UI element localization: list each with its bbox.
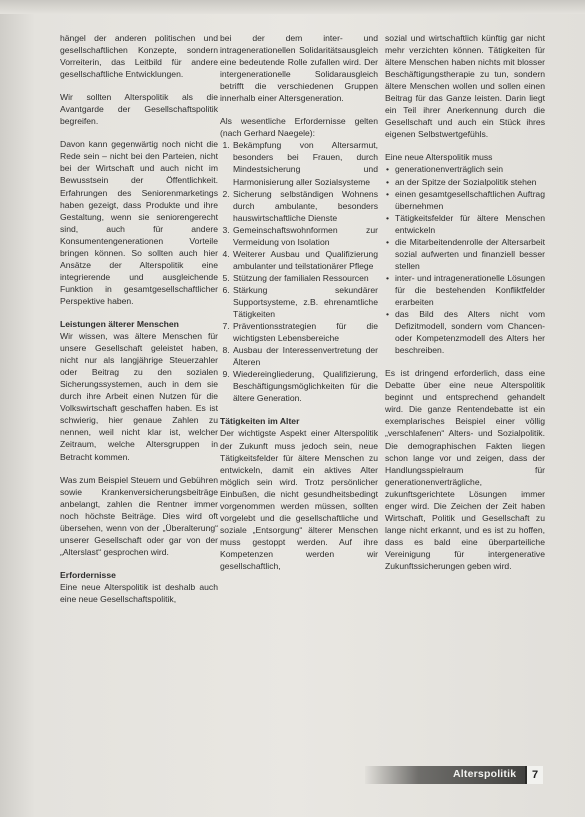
list-item: 4. Weiterer Ausbau und Qualifizierung ambulanter und teilstationärer Pflege <box>232 248 378 272</box>
text-column-1 <box>60 32 218 616</box>
paragraph: bei der dem inter- und intragenerationellen Solidaritätsausgleich eine bedeutende Rolle zufallen wird. Der intergenerationelle Solidarausgleich betrifft die verschiedenen Gruppen innerhalb einer Altersgeneration. <box>220 33 378 104</box>
page-top-edge <box>0 0 585 14</box>
paragraph: Eine neue Alterspolitik ist deshalb auch eine neue Gesellschaftspolitik, <box>60 581 218 604</box>
list-item: • Tätigkeitsfelder für ältere Menschen entwickeln <box>395 212 545 236</box>
page-footer-bar <box>365 766 543 784</box>
paragraph: Wir sollten Alterspolitik als die Avantgarde der Gesellschaftspolitik begreifen. <box>60 92 218 127</box>
section-heading: Tätigkeiten im Alter <box>220 416 300 427</box>
text-column-3 <box>385 32 545 583</box>
footer-section-title: Alterspolitik <box>453 768 517 780</box>
policy-bullet-list <box>385 163 545 356</box>
paragraph: Was zum Beispiel Steuern und Gebühren sowie Krankenversicherungsbeiträge anbelangt, zahlen die Rentner immer noch höchste Beiträge. Dies wird oft übersehen, wenn von der „Überalterung“ unserer Gesellschaft oder gar von der „Alterslast“ gesprochen wird. <box>60 474 218 557</box>
list-item: • das Bild des Alters nicht vom Defizitmodell, sondern vom Chancen- oder Kompetenzmodell des Alters her beschreiben. <box>395 308 545 356</box>
paragraph: Es ist dringend erforderlich, dass eine Debatte über eine neue Alterspolitik beginnt und entsprechend gehandelt wird. Die ganze Rentendebatte ist ein exemplarisches Beispiel einer völlig „verschlafenen“ Alters- und Sozialpolitik. Die demographischen Fakten liegen schon lange vor und zeigen, dass der Handlungsspielraum für generationenverträgliche, zukunftsgerichtete Lösungen immer enger wird. Die Zeichen der Zeit haben Wirtschaft, Politik und Gesellschaft zu lange nicht erkannt, und es ist zu hoffen, dass es bald eine überparteiliche Vereinigung für intergenerative Zukunftssicherungen geben wird. <box>385 368 545 571</box>
paragraph: Eine neue Alterspolitik muss <box>385 152 493 163</box>
requirements-list <box>220 139 378 404</box>
paragraph: sozial und wirtschaftlich künftig gar nicht mehr verzichten können. Tätigkeiten für ältere Menschen haben nichts mit blosser Beschäftigungstherapie zu tun, sondern ältere Menschen wollen und sollen einen Beitrag für das Ganze leisten. Darin liegt ein Teil ihrer Anerkennung durch die Gesellschaft und auch ein Stück ihres eigenen Selbstwertgefühls. <box>385 33 545 140</box>
list-item: 7. Präventionsstrategien für die wichtigsten Lebensbereiche <box>232 320 378 344</box>
section-heading: Leistungen älterer Menschen <box>60 318 179 329</box>
list-item: 6. Stärkung sekundärer Supportsysteme, z.B. ehrenamtliche Tätigkeiten <box>232 284 378 320</box>
list-item: • an der Spitze der Sozialpolitik stehen <box>395 176 545 188</box>
paragraph: Als wesentliche Erfordernisse gelten (nach Gerhard Naegele): <box>220 116 378 139</box>
list-item: 1. Bekämpfung von Altersarmut, besonders bei Frauen, durch Mindestsicherung und Harmonisierung aller Sozialsysteme <box>232 139 378 187</box>
section-heading: Erfordernisse <box>60 569 116 580</box>
paragraph: Davon kann gegenwärtig noch nicht die Rede sein – nicht bei den Parteien, nicht bei der Wirtschaft und auch nicht im Bewusstsein der Öffentlichkeit. Erfahrungen des Seniorenmarketings haben gezeigt, dass Produkte und ihre Gestaltung, wenn sie seniorengerecht sind, auch für andere Konsumentengenerationen Vorteile bringen können. So sollten auch hier Ansätze der Alterspolitik eine integrierende und ausgleichende Funktion in gesamtgesellschaftlicher Perspektive haben. <box>60 139 218 306</box>
paragraph: Wir wissen, was ältere Menschen für unsere Gesellschaft geleistet haben, nicht nur als langjährige Steuerzahler oder Beitrag zu den sozialen Sicherungssystemen, auch in dem sie durch ihre Arbeit einen Nutzen für die Volkswirtschaft geschaffen haben. Es ist schwierig, hier genaue Zahlen zu nennen, weil nicht klar ist, welcher Zeitraum, welche Altersgruppen in Betracht kommen. <box>60 331 218 462</box>
page-number: 7 <box>525 766 543 784</box>
paragraph: Der wichtigste Aspekt einer Alterspolitik der Zukunft muss jedoch sein, neue Tätigkeitsfelder für ältere Menschen zu entwickeln, damit ein aktives Alter möglich sein wird. Trotz persönlicher Einbußen, die nicht gesundheitsbedingt vorgenommen werden müssen, sollten vorgelebt und die gesellschaftliche und soziale „Entsorgung“ älterer Menschen muss gestoppt werden. Auf ihre Kompetenzen werden wir gesellschaftlich, <box>220 428 378 571</box>
paragraph: hängel der anderen politischen und gesellschaftlichen Konzepte, sondern Vorreiterin, das Leitbild für andere gesellschaftliche Entwicklungen. <box>60 33 218 80</box>
list-item: • einen gesamtgesellschaftlichen Auftrag übernehmen <box>395 188 545 212</box>
list-item: 8. Ausbau der Interessenvertretung der Älteren <box>232 344 378 368</box>
list-item: • die Mitarbeitendenrolle der Altersarbeit sozial aufwerten und finanziell besser stellen <box>395 236 545 272</box>
text-column-2 <box>220 32 378 583</box>
list-item: 3. Gemeinschaftswohnformen zur Vermeidung von Isolation <box>232 224 378 248</box>
list-item: • generationenverträglich sein <box>395 163 545 175</box>
list-item: 5. Stützung der familialen Ressourcen <box>232 272 378 284</box>
list-item: 2. Sicherung selbständigen Wohnens durch ambulante, besonders hauswirtschaftliche Dienste <box>232 188 378 224</box>
list-item: 9. Wiedereingliederung, Qualifizierung, Beschäftigungsmöglichkeiten für die ältere Generation. <box>232 368 378 404</box>
list-item: • inter- und intragenerationelle Lösungen für die bestehenden Konfliktfelder erarbeiten <box>395 272 545 308</box>
